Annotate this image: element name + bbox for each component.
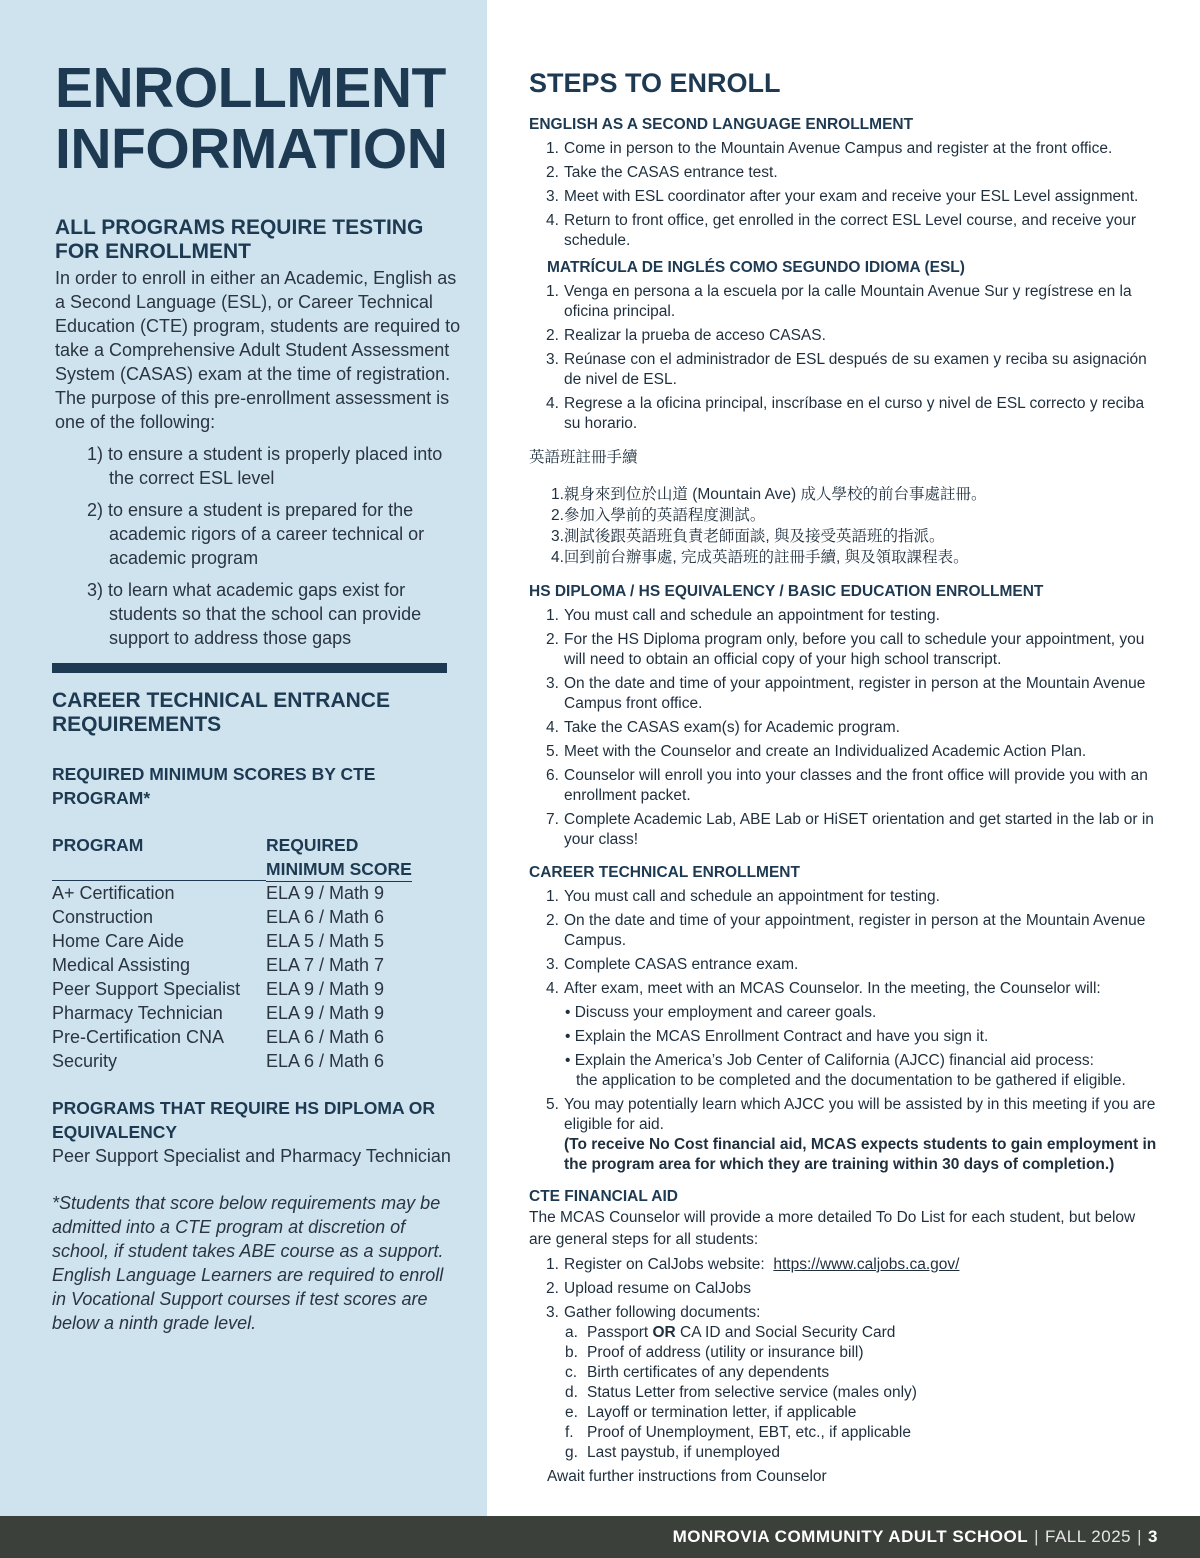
list-item: a. Passport OR CA ID and Social Security Card	[565, 1324, 896, 1341]
list-item: 3. Gather following documents:	[546, 1304, 761, 1321]
esl-section	[529, 115, 1159, 251]
page-title	[55, 58, 475, 180]
column-header-program: PROGRAM	[52, 833, 266, 881]
score-cell: ELA 9 / Math 9	[266, 979, 385, 999]
list-item: 2) to ensure a student is prepared for the academic rigors of a career technical or academic program	[87, 500, 425, 568]
program-cell: Medical Assisting	[52, 955, 191, 975]
list-item: • Explain the MCAS Enrollment Contract and have you sign it.	[565, 1028, 989, 1045]
term-label: FALL 2025	[1045, 1527, 1132, 1546]
program-cell: Security	[52, 1051, 118, 1071]
esl-zh-heading: 英語班註冊手續	[529, 449, 638, 466]
list-item: 6. Counselor will enroll you into your classes and the front office will provide you with an enrollment packet.	[546, 767, 1148, 804]
esl-zh-section	[529, 448, 1159, 568]
title-line-2: INFORMATION	[55, 117, 448, 181]
list-item: 5. You may potentially learn which AJCC you will be assisted by in this meeting if you are eligible for aid. (To receive No Cost financial aid, MCAS expects students to gain employment in the program area for which they are training within 30 days of completion.)	[529, 1095, 1159, 1175]
aid-intro: The MCAS Counselor will provide a more detailed To Do List for each student, but below are general steps for all students:	[529, 1209, 1136, 1248]
hs-steps	[529, 606, 1159, 850]
score-cell: ELA 6 / Math 6	[266, 1027, 385, 1047]
list-item: 7. Complete Academic Lab, ABE Lab or HiSET orientation and get started in the lab or in your class!	[546, 811, 1154, 848]
title-line-1: ENROLLMENT	[55, 56, 446, 120]
score-cell: ELA 9 / Math 9	[266, 883, 385, 903]
aid-steps	[529, 1255, 1159, 1323]
testing-body: In order to enroll in either an Academic, English as a Second Language (ESL), or Career Technical Education (CTE) program, students are required to take a Comprehensive Adult Student Assessment System (CASAS) exam at the time of registration. The purpose of this pre-enrollment assessment is one of the following:	[55, 268, 461, 432]
list-item: • Discuss your employment and career goals.	[565, 1004, 877, 1021]
list-item: 3. Meet with ESL coordinator after your exam and receive your ESL Level assignment.	[546, 188, 1139, 205]
table-row	[52, 953, 432, 977]
program-cell: Peer Support Specialist	[52, 979, 241, 999]
list-item: 2. Upload resume on CalJobs	[546, 1280, 751, 1297]
list-item: 4. Return to front office, get enrolled in the correct ESL Level course, and receive your schedule.	[546, 212, 1137, 249]
program-cell: Pre-Certification CNA	[52, 1027, 225, 1047]
min-scores-heading: REQUIRED MINIMUM SCORES BY CTE PROGRAM*	[52, 764, 376, 808]
list-item: d. Status Letter from selective service (males only)	[565, 1384, 917, 1401]
list-item: • Explain the America’s Job Center of California (AJCC) financial aid process:	[565, 1052, 1094, 1069]
table-row	[52, 1001, 432, 1025]
list-item: 4. After exam, meet with an MCAS Counselor. In the meeting, the Counselor will:	[546, 980, 1101, 997]
cte-section	[529, 863, 1159, 1175]
list-item: g. Last paystub, if unemployed	[565, 1444, 781, 1461]
list-item: 1. You must call and schedule an appointment for testing.	[546, 888, 940, 905]
section-divider	[52, 663, 447, 673]
hs-heading: HS DIPLOMA / HS EQUIVALENCY / BASIC EDUCATION ENROLLMENT	[529, 583, 1044, 600]
score-cell: ELA 7 / Math 7	[266, 955, 385, 975]
table-row	[52, 1025, 432, 1049]
table-row	[52, 929, 432, 953]
purpose-list	[87, 442, 457, 658]
steps-title: STEPS TO ENROLL	[529, 68, 781, 98]
list-item: 3.測試後跟英語班負責老師面談, 與及接受英語班的指派。	[551, 528, 945, 545]
cte-steps	[529, 887, 1159, 999]
list-item: c. Birth certificates of any dependents	[565, 1364, 830, 1381]
table-row	[52, 1049, 432, 1073]
list-item: 2. Take the CASAS entrance test.	[546, 164, 778, 181]
table-row	[52, 977, 432, 1001]
cte-bullet-list	[529, 1003, 1159, 1091]
table-row	[52, 905, 432, 929]
footnote: *Students that score below requirements may be admitted into a CTE program at discretion of school, if student takes ABE course as a support. English Language Learners are required to enroll in Vocational Support courses if test scores are below a ninth grade level.	[52, 1193, 444, 1333]
aid-requirement-note: (To receive No Cost financial aid, MCAS expects students to gain employment in the program area for which they are training within 30 days of completion.)	[564, 1136, 1157, 1173]
list-item: 3. On the date and time of your appointment, register in person at the Mountain Avenue Campus front office.	[546, 675, 1146, 712]
score-table	[52, 833, 432, 1073]
footer-separator: |	[1137, 1527, 1143, 1546]
list-item: 2. For the HS Diploma program only, before you call to schedule your appointment, you will need to obtain an official copy of your high school transcript.	[546, 631, 1145, 668]
list-item: 1. You must call and schedule an appointment for testing.	[546, 607, 940, 624]
program-cell: Home Care Aide	[52, 931, 185, 951]
list-item: 3) to learn what academic gaps exist for students so that the school can provide support to address those gaps	[87, 580, 422, 648]
esl-es-steps	[529, 282, 1159, 434]
caljobs-link[interactable]: https://www.caljobs.ca.gov/	[773, 1256, 960, 1273]
table-row	[52, 881, 432, 905]
footer-separator: |	[1034, 1527, 1039, 1546]
list-item: 3. Complete CASAS entrance exam.	[546, 956, 799, 973]
esl-steps	[529, 139, 1159, 251]
program-cell: Construction	[52, 907, 154, 927]
list-item: 5. Meet with the Counselor and create an Individualized Academic Action Plan.	[546, 743, 1087, 760]
aid-section	[529, 1187, 1159, 1487]
list-item: 4. Regrese a la oficina principal, inscríbase en el curso y nivel de ESL correcto y reciba su horario.	[546, 395, 1145, 432]
list-item: 1.親身來到位於山道 (Mountain Ave) 成人學校的前台事處註冊。	[551, 486, 987, 503]
score-cell: ELA 6 / Math 6	[266, 907, 385, 927]
testing-heading: ALL PROGRAMS REQUIRE TESTING FOR ENROLLMENT	[55, 216, 424, 263]
list-item: 1) to ensure a student is properly placed into the correct ESL level	[87, 444, 443, 488]
esl-es-section	[529, 258, 1159, 434]
cte-step-5	[529, 1095, 1159, 1175]
list-item: f. Proof of Unemployment, EBT, etc., if applicable	[565, 1424, 911, 1441]
list-item: 1. Come in person to the Mountain Avenue Campus and register at the front office.	[546, 140, 1113, 157]
list-item: 1. Register on CalJobs website: https://www.caljobs.ca.gov/	[546, 1256, 960, 1273]
page-footer	[0, 1516, 1200, 1558]
cte-heading: CAREER TECHNICAL ENROLLMENT	[529, 864, 800, 881]
list-item: 4. Take the CASAS exam(s) for Academic program.	[546, 719, 900, 736]
program-cell: A+ Certification	[52, 883, 175, 903]
documents-list	[529, 1323, 1159, 1463]
esl-zh-steps	[529, 484, 1159, 568]
school-name: MONROVIA COMMUNITY ADULT SCHOOL	[672, 1527, 1029, 1546]
score-cell: ELA 9 / Math 9	[266, 1003, 385, 1023]
score-cell: ELA 5 / Math 5	[266, 931, 385, 951]
list-item: 3. Reúnase con el administrador de ESL después de su examen y reciba su asignación de nivel de ESL.	[546, 351, 1147, 388]
page-number: 3	[1148, 1527, 1158, 1546]
esl-heading: ENGLISH AS A SECOND LANGUAGE ENROLLMENT	[529, 116, 914, 133]
cte-requirements-heading: CAREER TECHNICAL ENTRANCE REQUIREMENTS	[52, 689, 390, 736]
list-item: 1. Venga en persona a la escuela por la calle Mountain Avenue Sur y regístrese en la oficina principal.	[546, 283, 1132, 320]
hs-required-body: Peer Support Specialist and Pharmacy Technician	[52, 1146, 451, 1166]
score-cell: ELA 6 / Math 6	[266, 1051, 385, 1071]
await-note: Await further instructions from Counselor	[547, 1468, 827, 1485]
column-header-score: REQUIRED MINIMUM SCORE	[266, 833, 416, 881]
program-cell: Pharmacy Technician	[52, 1003, 223, 1023]
list-item: 4.回到前台辦事處, 完成英語班的註冊手續, 與及領取課程表。	[551, 549, 969, 566]
table-header	[52, 833, 432, 881]
hs-required-heading: PROGRAMS THAT REQUIRE HS DIPLOMA OR EQUIVALENCY	[52, 1098, 436, 1142]
esl-es-heading: MATRÍCULA DE INGLÉS COMO SEGUNDO IDIOMA (ESL)	[547, 259, 965, 276]
list-item: b. Proof of address (utility or insurance bill)	[565, 1344, 864, 1361]
aid-heading: CTE FINANCIAL AID	[529, 1188, 678, 1205]
list-item: 2. On the date and time of your appointment, register in person at the Mountain Avenue Campus.	[546, 912, 1146, 949]
list-item: 2.參加入學前的英語程度測試。	[551, 507, 766, 524]
list-item: e. Layoff or termination letter, if applicable	[565, 1404, 857, 1421]
list-item: the application to be completed and the documentation to be gathered if eligible.	[576, 1072, 1126, 1089]
hs-section	[529, 582, 1159, 850]
list-item: 2. Realizar la prueba de acceso CASAS.	[546, 327, 826, 344]
